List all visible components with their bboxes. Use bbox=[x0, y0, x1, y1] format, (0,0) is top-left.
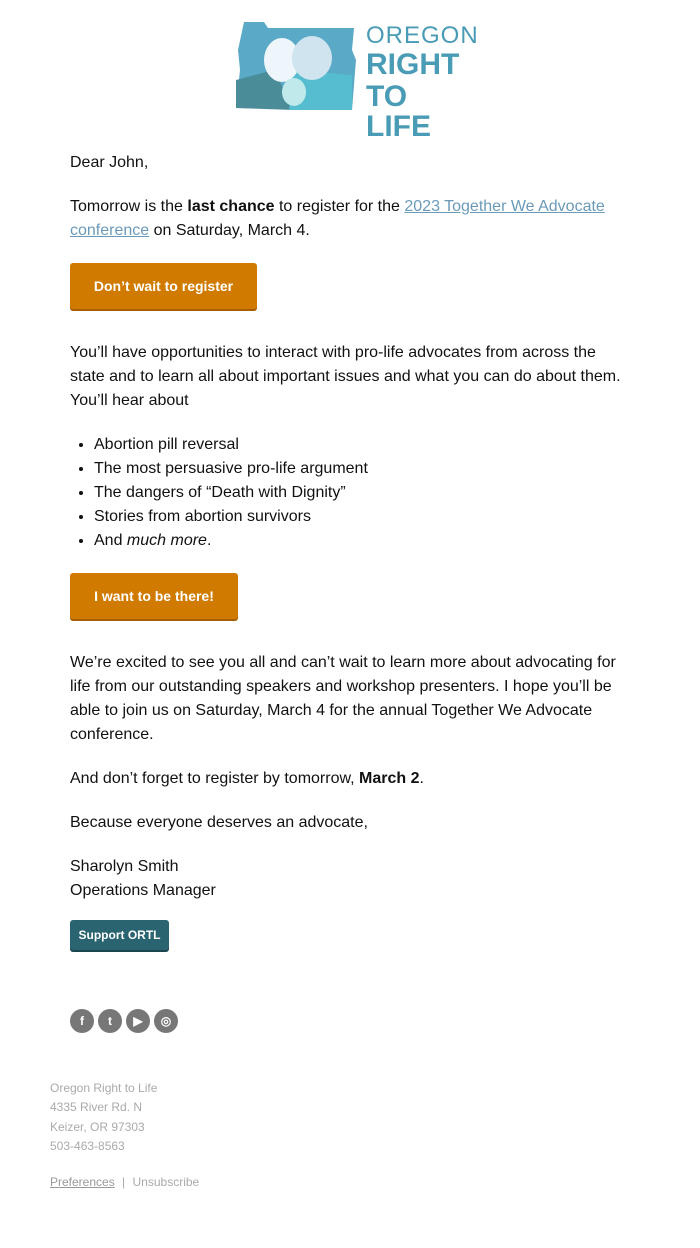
list-item: • The dangers of “Death with Dignity” bbox=[94, 481, 630, 505]
signature-name: Sharolyn Smith bbox=[70, 858, 179, 875]
greeting: Dear John, bbox=[70, 154, 149, 171]
text: . bbox=[419, 770, 424, 787]
want-to-be-there-button[interactable]: I want to be there! bbox=[70, 573, 238, 619]
logo-text-right: RIGHT bbox=[366, 48, 460, 81]
signature-title: Operations Manager bbox=[70, 882, 216, 899]
oregon-hands-icon bbox=[234, 20, 364, 110]
italic-text: much more bbox=[126, 532, 207, 549]
separator: | bbox=[122, 1175, 126, 1190]
text: . bbox=[206, 532, 212, 549]
footer-phone: 503-463-8563 bbox=[50, 1138, 125, 1153]
unsubscribe-link[interactable]: Unsubscribe bbox=[132, 1175, 200, 1190]
support-ortl-button[interactable]: Support ORTL bbox=[70, 920, 169, 950]
footer-city: Keizer, OR 97303 bbox=[50, 1119, 145, 1134]
topics-list bbox=[70, 433, 630, 553]
facebook-icon[interactable]: f bbox=[70, 1009, 94, 1033]
text: on Saturday, March 4. bbox=[149, 222, 310, 239]
reminder-paragraph bbox=[70, 767, 630, 791]
list-item: • Abortion pill reversal bbox=[94, 433, 630, 457]
text: And bbox=[94, 532, 127, 549]
footer-org: Oregon Right to Life bbox=[50, 1081, 158, 1095]
youtube-icon[interactable]: ▶ bbox=[126, 1009, 150, 1033]
intro-paragraph bbox=[70, 195, 630, 243]
logo-text-oregon: OREGON bbox=[366, 22, 479, 49]
text: Tomorrow is the bbox=[70, 198, 188, 215]
signature bbox=[70, 855, 630, 903]
list-item: • The most persuasive pro-life argument bbox=[94, 457, 630, 481]
conference-link[interactable]: 2023 Together We Advocate conference bbox=[70, 198, 605, 239]
register-button[interactable]: Don’t wait to register bbox=[70, 263, 257, 309]
bold-text: last chance bbox=[187, 198, 275, 215]
twitter-icon[interactable]: t bbox=[98, 1009, 122, 1033]
bold-text: March 2 bbox=[359, 770, 420, 787]
email-body bbox=[70, 151, 630, 950]
instagram-icon[interactable]: ◎ bbox=[154, 1009, 178, 1033]
text: to register for the bbox=[274, 198, 405, 215]
social-links bbox=[70, 1009, 178, 1033]
opportunities-paragraph: You’ll have opportunities to interact with pro-life advocates from across the state and to learn all about important issues and what you can do about them. You’ll hear about bbox=[70, 344, 621, 409]
closing: Because everyone deserves an advocate, bbox=[70, 814, 368, 831]
excited-paragraph: We’re excited to see you all and can’t wait to learn more about advocating for life from our outstanding speakers and workshop presenters. I hope you’ll be able to join us on Saturday, March 4 for the annual Together We Advocate conference. bbox=[70, 654, 616, 743]
footer-address: 4335 River Rd. N bbox=[50, 1100, 143, 1115]
list-item bbox=[94, 529, 630, 553]
text: And don’t forget to register by tomorrow, bbox=[70, 770, 360, 787]
footer bbox=[50, 1079, 199, 1192]
list-item: • Stories from abortion survivors bbox=[94, 505, 630, 529]
preferences-link[interactable]: Preferences bbox=[50, 1175, 115, 1190]
ortl-logo bbox=[234, 20, 479, 143]
logo-text-to-life: TO LIFE bbox=[366, 80, 431, 143]
